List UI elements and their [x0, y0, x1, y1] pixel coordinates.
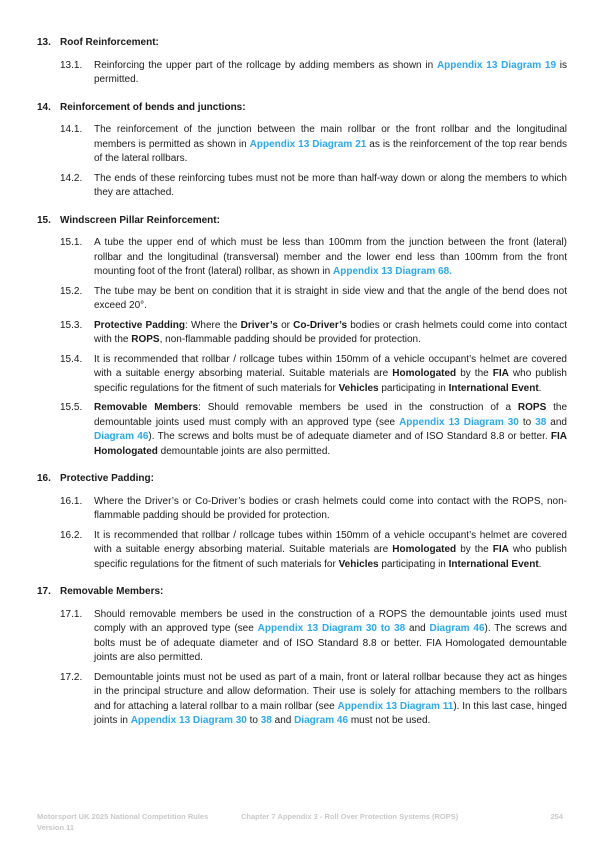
section-heading [37, 214, 567, 229]
text-run: Reinforcing the upper part of the rollcage by adding members as shown in [94, 59, 437, 71]
clause-number: 14.1. [60, 124, 83, 135]
text-run: A tube the upper end of which must be less than 100mm from the junction between the front (lateral) rollbar and the longitudinal (transversal) member and the lower end less than 100mm from the front mounting foot of the front (lateral) rollbar, as shown in [94, 237, 567, 277]
text-run: Should removable members be used in the construction of a ROPS the demountable joints used must comply with an approved type (see [94, 608, 567, 634]
appendix-link[interactable]: Diagram 46 [429, 623, 485, 634]
clause-number: 15.2. [60, 285, 83, 297]
clause-number: 14.2. [60, 172, 83, 184]
bold-term: Vehicles [338, 558, 379, 570]
footer-doc-title: Motorsport UK 2025 National Competition Rules [37, 812, 209, 821]
text-run: by the [456, 544, 493, 555]
section-number: 15. [37, 214, 51, 226]
appendix-link[interactable]: Diagram 46 [94, 431, 149, 442]
bold-term: Removable Members [94, 402, 199, 413]
appendix-link[interactable]: Appendix 13 Diagram 30 [130, 715, 247, 726]
section [37, 101, 567, 201]
bold-term: FIA Homologated [94, 431, 567, 457]
clause-text [94, 401, 567, 459]
text-run: ). In this last case, hinged joints in [94, 700, 567, 726]
section-title: Roof Reinforcement: [60, 37, 159, 48]
clause [37, 59, 567, 88]
bold-term: International Event [448, 382, 539, 394]
clause-number: 15.5. [60, 402, 83, 413]
text-run: The reinforcement of the junction between the main rollbar or the front rollbar and the longitudinal members is permitted as shown in [94, 124, 567, 150]
clause-text [94, 285, 567, 314]
section [37, 585, 567, 729]
section-number: 13. [37, 37, 51, 48]
text-run: The tube may be bent on condition that it is straight in side view and that the angle of the bend does not exceed 20°. [94, 285, 567, 311]
clause [37, 401, 567, 459]
appendix-link[interactable]: Appendix 13 Diagram 30 to 38 [257, 623, 406, 634]
section-heading [37, 36, 567, 51]
text-run: : Should removable members be used in the construction of a [198, 402, 518, 413]
clause-number: 15.1. [60, 237, 83, 248]
text-run: and [271, 715, 295, 726]
section-heading [37, 585, 567, 600]
appendix-link[interactable]: Diagram 46 [294, 715, 349, 726]
text-run: who publish specific regulations for the fitment of such materials for [94, 368, 567, 394]
bold-term: FIA [492, 368, 509, 379]
text-run: Demountable joints must not be used as part of a main, front or lateral rollbar because they act as hinges in the principal structure and allow deformation. Their use is solely for attaching members to the rollbars and for attaching a lateral rollbar to a main rollbar (see [94, 671, 567, 712]
section-title: Protective Padding: [60, 473, 154, 484]
text-run: It is recommended that rollbar / rollcage tubes within 150mm of a vehicle occupant’s helmet are covered with a suitable energy absorbing material. Suitable materials are [94, 529, 567, 555]
section-number: 17. [37, 586, 51, 597]
text-run: ). The screws and bolts must be of adequate diameter and of ISO Standard 8.8 or better. [148, 431, 551, 442]
text-run: to [246, 715, 261, 726]
clause [37, 353, 567, 397]
bold-term: ROPS [517, 402, 547, 413]
bold-term: Driver’s [240, 319, 278, 331]
appendix-link[interactable]: Appendix 13 Diagram 21 [249, 138, 367, 150]
section-title: Removable Members: [60, 586, 164, 597]
clause [37, 495, 567, 524]
clause-text [94, 529, 567, 573]
text-run: as is the reinforcement of the top rear bends of the lateral rollbars. [94, 138, 568, 164]
clause [37, 671, 567, 729]
clause-number: 15.3. [60, 319, 83, 331]
text-run: demountable joints are also permitted. [157, 445, 331, 457]
clause-text [94, 495, 567, 524]
clause [37, 172, 567, 201]
text-run: and [405, 623, 430, 634]
bold-term: Protective Padding [94, 319, 185, 331]
clause [37, 608, 567, 666]
clause-number: 13.1. [60, 59, 83, 71]
footer-chapter: Chapter 7 Appendix 3 - Roll Over Protection Systems (ROPS) [241, 812, 459, 821]
section-heading [37, 472, 567, 487]
page-number: 254 [550, 812, 563, 821]
clause-number: 15.4. [60, 353, 83, 365]
section [37, 214, 567, 460]
clause-number: 17.1. [60, 608, 83, 620]
text-run: to [518, 416, 536, 428]
section-title: Reinforcement of bends and junctions: [60, 101, 246, 113]
clause [37, 236, 567, 280]
text-run: is permitted. [94, 59, 568, 85]
bold-term: Vehicles [338, 382, 379, 394]
text-run: . [538, 382, 542, 394]
clause-text [94, 236, 567, 280]
appendix-link[interactable]: Appendix 13 Diagram 68. [333, 266, 452, 277]
clause [37, 123, 567, 167]
text-run: ). The screws and bolts must be of adequate diameter and of ISO Standard 8.8 or better. FIA Homologated demountable joints are also permitted. [94, 623, 567, 663]
section [37, 36, 567, 88]
footer-version: Version 11 [37, 823, 75, 832]
text-run: the demountable joints used must comply with an approved type (see [94, 402, 568, 428]
clause-number: 16.2. [60, 529, 83, 541]
text-run: must not be used. [348, 715, 431, 726]
appendix-link[interactable]: Appendix 13 Diagram 30 [399, 416, 519, 428]
bold-term: Co-Driver’s [293, 319, 348, 331]
appendix-link[interactable]: 38 [260, 715, 272, 726]
section-title: Windscreen Pillar Reinforcement: [60, 214, 220, 226]
appendix-link[interactable]: 38 [535, 416, 547, 428]
text-run: . [538, 558, 542, 570]
text-run: by the [456, 368, 493, 379]
document-body [37, 36, 567, 742]
text-run: : Where the [184, 319, 241, 331]
text-run: It is recommended that rollbar / rollcage tubes within 150mm of a vehicle occupant’s helmet are covered with a suitable energy absorbing material. Suitable materials are [94, 353, 567, 379]
clause-text [94, 671, 567, 729]
section-number: 14. [37, 101, 51, 113]
text-run: , non-flammable padding should be provided for protection. [159, 334, 421, 345]
section [37, 472, 567, 572]
clause-text [94, 353, 567, 397]
clause [37, 319, 567, 348]
section-heading [37, 101, 567, 116]
clause-text [94, 319, 567, 348]
text-run: bodies or crash helmets could come into contact with the [94, 319, 568, 345]
text-run: and [546, 416, 567, 428]
section-number: 16. [37, 473, 51, 484]
bold-term: Homologated [392, 368, 457, 379]
text-run: or [277, 319, 294, 331]
clause-number: 16.1. [60, 495, 83, 507]
appendix-link[interactable]: Appendix 13 Diagram 11 [337, 700, 454, 712]
text-run: Where the Driver’s or Co-Driver’s bodies or crash helmets could come into contact with the ROPS, non-flammable padding should be provided for protection. [94, 495, 567, 521]
clause-number: 17.2. [60, 671, 83, 683]
clause-text [94, 608, 567, 666]
text-run: participating in [378, 382, 449, 394]
clause-text [94, 59, 567, 88]
text-run: The ends of these reinforcing tubes must not be more than half-way down or along the members to which they are attached. [94, 172, 567, 198]
clause-text [94, 172, 567, 201]
clause [37, 529, 567, 573]
clause-text [94, 123, 567, 167]
bold-term: Homologated [392, 544, 457, 555]
bold-term: ROPS [131, 334, 160, 345]
bold-term: International Event [448, 558, 539, 570]
clause [37, 285, 567, 314]
bold-term: FIA [492, 544, 509, 555]
appendix-link[interactable]: Appendix 13 Diagram 19 [436, 59, 557, 71]
text-run: participating in [378, 558, 449, 570]
text-run: who publish specific regulations for the fitment of such materials for [94, 544, 567, 570]
footer-doc-info [37, 811, 208, 833]
